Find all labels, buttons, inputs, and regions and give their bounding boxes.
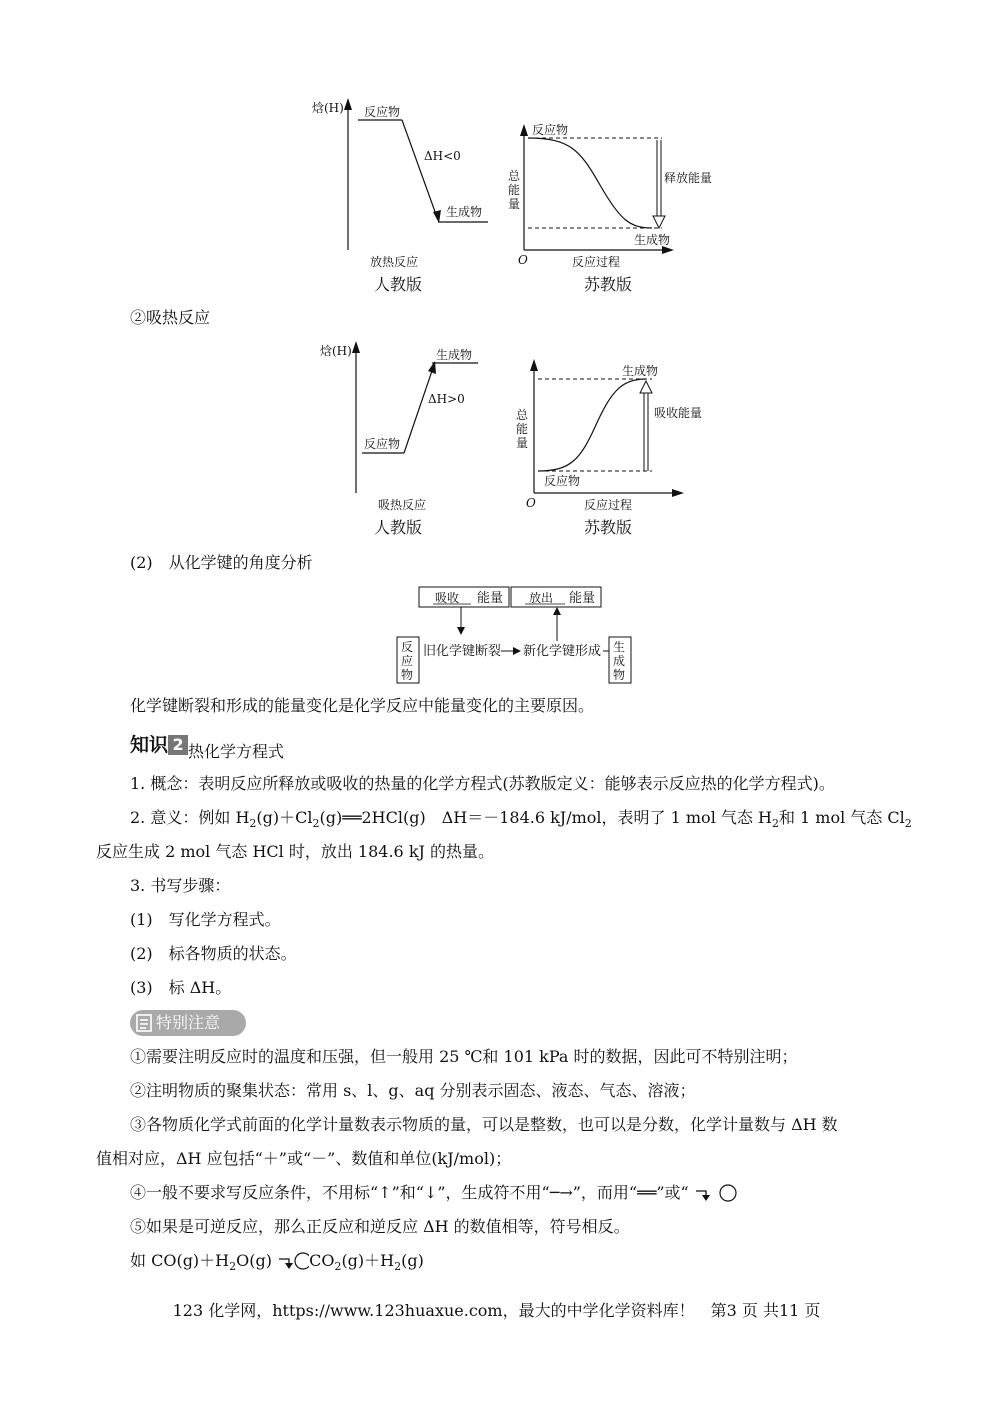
subscript: 2 — [229, 1260, 237, 1274]
subscript: 2 — [334, 1260, 342, 1274]
subscript: 2 — [904, 817, 912, 831]
release-label: 放出 — [529, 591, 554, 605]
page-footer: 123 化学网，https://www.123huaxue.com，最大的中学化学资料库！ 第3 页 共11 页 — [172, 1301, 821, 1320]
caption-renjiao: 人教版 — [374, 518, 423, 537]
energy-label: 能量 — [477, 591, 504, 606]
reaction-progress-axis: 反应过程 — [572, 255, 621, 269]
origin-label: O — [526, 496, 536, 510]
product-box: 生成物 — [613, 640, 626, 682]
subscript: 2 — [249, 817, 257, 831]
absorb-label: 吸收 — [435, 591, 460, 605]
caption-renjiao: 人教版 — [374, 275, 423, 294]
energy-label: 能量 — [569, 591, 596, 606]
subscript: 2 — [771, 817, 779, 831]
release-energy-label: 释放能量 — [664, 171, 713, 185]
badge-label: 特别注意 — [156, 1013, 221, 1032]
subscript: 2 — [312, 817, 320, 831]
text-run: 2. 意义：例如 H — [130, 808, 250, 827]
text-run: (g)══2HCl(g) ΔH＝－184.6 kJ/mol，表明了 1 mol 气态 H — [319, 808, 772, 827]
reactant-label: 反应物 — [364, 105, 401, 119]
step-1: (1) 写化学方程式。 — [130, 910, 281, 929]
subscript: 2 — [394, 1260, 402, 1274]
special-note-badge — [130, 1010, 246, 1036]
knowledge-number: 2 — [168, 735, 188, 755]
note-icon — [136, 1014, 152, 1032]
delta-h-label: ΔH<0 — [424, 149, 461, 163]
meaning-paragraph-line2: 反应生成 2 mol 气态 HCl 时，放出 184.6 kJ 的热量。 — [96, 842, 495, 861]
text-run: (g)＋H — [341, 1251, 395, 1270]
knowledge-title: 热化学方程式 — [188, 742, 285, 761]
reactant-label: 反应物 — [532, 123, 569, 137]
text-run: (g)＋Cl — [256, 808, 313, 827]
reversible-arrow-icon — [277, 1251, 309, 1271]
new-bond-form-label: 新化学键形成 — [523, 644, 602, 659]
step-2: (2) 标各物质的状态。 — [130, 944, 297, 963]
reactant-label: 反应物 — [364, 437, 401, 451]
endothermic-note: 吸热反应 — [378, 498, 427, 512]
product-label: 生成物 — [436, 348, 473, 362]
enthalpy-axis-label: 焓(H) — [320, 344, 352, 358]
enthalpy-axis-label: 焓(H) — [312, 101, 344, 115]
absorb-energy-label: 吸收能量 — [654, 406, 703, 420]
bond-energy-flow-diagram — [395, 585, 635, 685]
knowledge-label: 知识 — [130, 734, 169, 756]
note-2: ②注明物质的聚集状态：常用 s、l、g、aq 分别表示固态、液态、气态、溶液； — [130, 1081, 696, 1100]
text-run: 如 CO(g)＋H — [130, 1251, 230, 1270]
steps-heading: 3. 书写步骤： — [130, 876, 231, 895]
caption-sujiao: 苏教版 — [584, 275, 633, 294]
bond-summary: 化学键断裂和形成的能量变化是化学反应中能量变化的主要原因。 — [130, 696, 595, 715]
example-equation — [130, 1249, 424, 1279]
text-run: (g) — [401, 1251, 424, 1270]
reactant-box: 反应物 — [401, 640, 414, 682]
note-1: ①需要注明反应时的温度和压强，但一般用 25 ℃和 101 kPa 时的数据，因此可不特别注明； — [130, 1047, 798, 1066]
text-run: CO — [309, 1251, 335, 1270]
reaction-progress-axis: 反应过程 — [584, 498, 633, 512]
exothermic-note: 放热反应 — [370, 255, 419, 269]
endothermic-heading: ②吸热反应 — [130, 308, 211, 327]
endothermic-figure — [300, 335, 720, 545]
total-energy-axis: 总能量 — [516, 408, 529, 450]
note-4 — [130, 1181, 740, 1205]
concept-paragraph: 1. 概念：表明反应所释放或吸收的热量的化学方程式(苏教版定义：能够表示反应热的化学方程式)。 — [130, 774, 835, 793]
text-run: 和 1 mol 气态 Cl — [778, 808, 905, 827]
note-3-line1: ③各物质化学式前面的化学计量数表示物质的量，可以是整数，也可以是分数，化学计量数与 ΔH 数 — [130, 1115, 838, 1134]
old-bond-break-label: 旧化学键断裂 — [423, 644, 502, 659]
note-5: ⑤如果是可逆反应，那么正反应和逆反应 ΔH 的数值相等，符号相反。 — [130, 1217, 630, 1236]
total-energy-axis: 总能量 — [508, 169, 521, 211]
step-3: (3) 标 ΔH。 — [130, 978, 232, 997]
note-3-line2: 值相对应，ΔH 应包括“＋”或“－”、数值和单位(kJ/mol)； — [96, 1149, 512, 1168]
delta-h-label: ΔH>0 — [428, 392, 465, 406]
text-run: ④一般不要求写反应条件，不用标“↑”和“↓”，生成符不用“─→”，而用“══”或“ — [130, 1183, 689, 1202]
knowledge-2-heading — [130, 730, 285, 761]
origin-label: O — [518, 253, 528, 267]
product-label: 生成物 — [634, 233, 671, 247]
reactant-label: 反应物 — [544, 474, 581, 488]
reversible-arrow-icon — [694, 1183, 740, 1203]
caption-sujiao: 苏教版 — [584, 518, 633, 537]
product-label: 生成物 — [622, 364, 659, 378]
section-2-heading: (2) 从化学键的角度分析 — [130, 553, 313, 572]
meaning-paragraph-line1 — [130, 806, 912, 836]
text-run: O(g) — [236, 1251, 272, 1270]
exothermic-figure — [300, 90, 720, 300]
product-label: 生成物 — [446, 205, 483, 219]
